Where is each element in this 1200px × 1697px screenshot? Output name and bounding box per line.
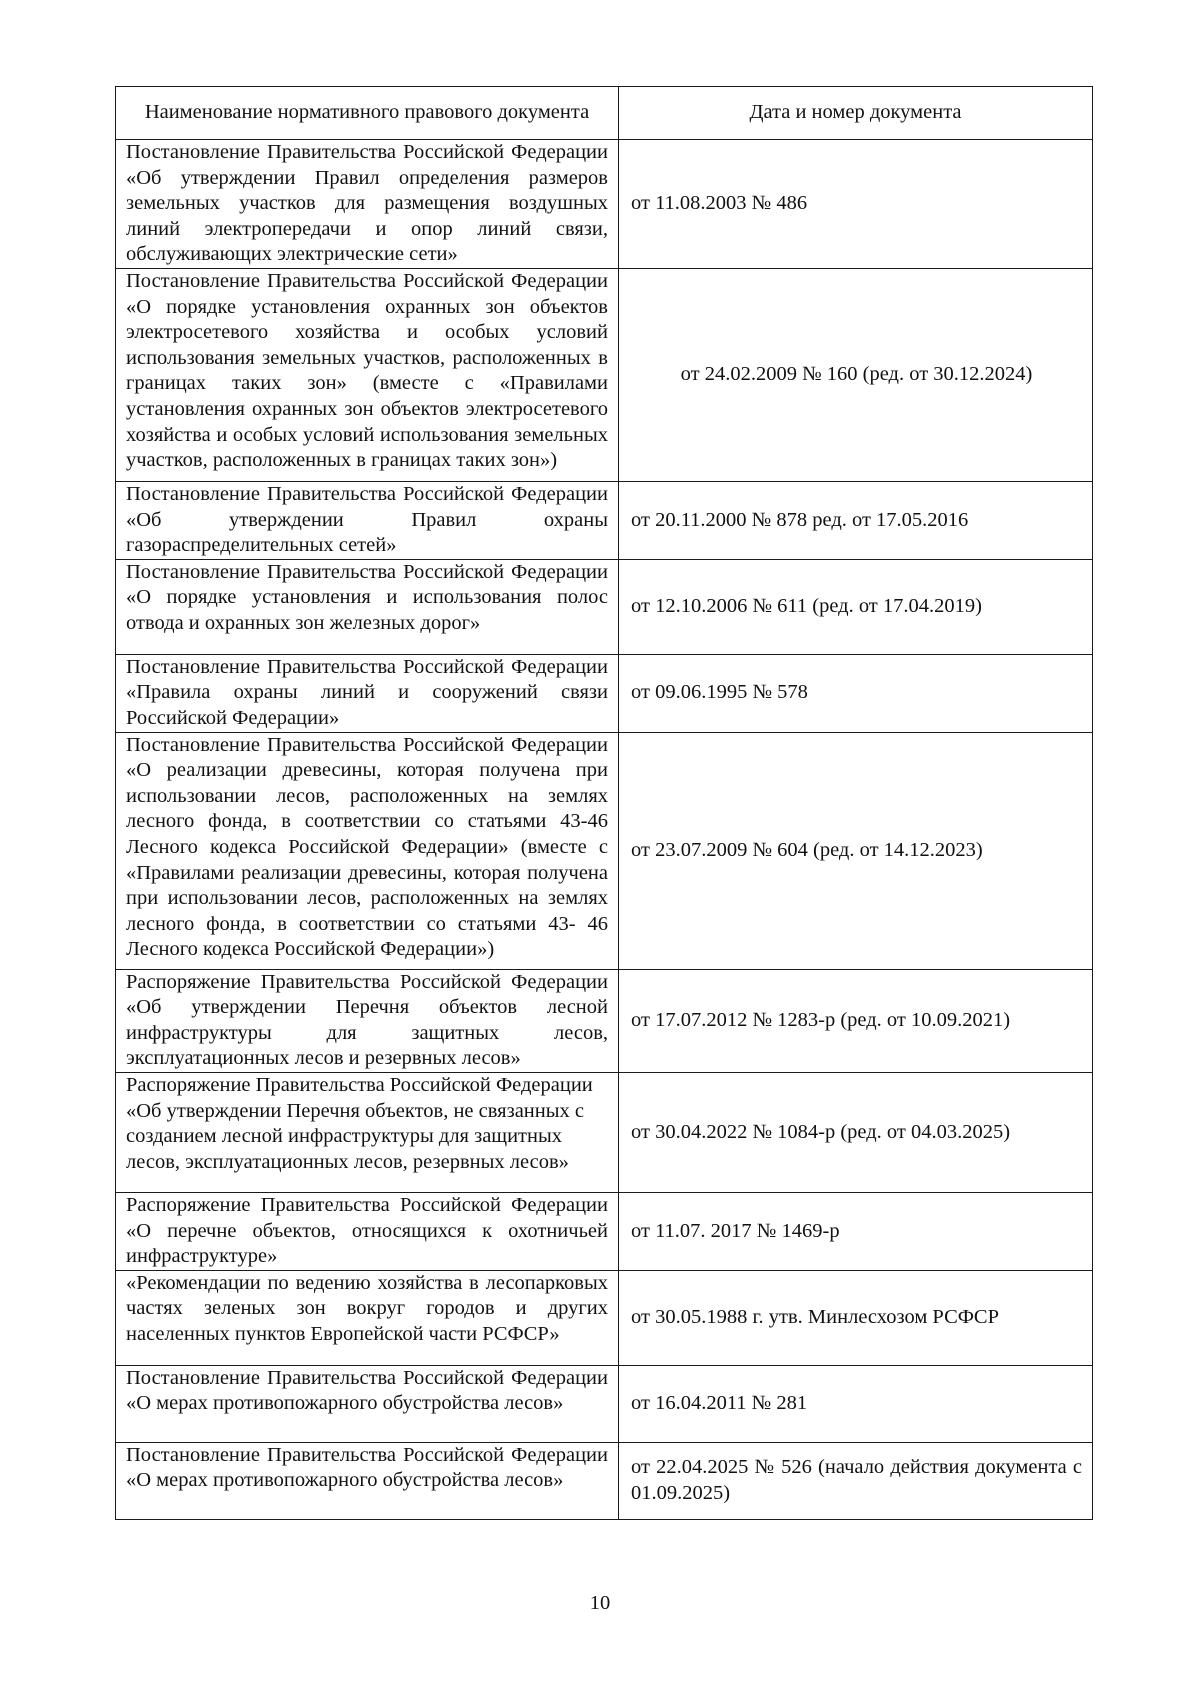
- table-row: [116, 969, 1093, 1072]
- document-name-cell: «Рекомендации по ведению хозяйства в лесопарковых частях зеленых зон вокруг городов и других населенных пунктов Европейской части РСФСР»: [116, 1270, 619, 1365]
- document-name-cell: Постановление Правительства Российской Федерации «Об утверждении Правил определения размеров земельных участков для размещения воздушных линий электропередачи и опор линий связи, обслуживающих электрические сети»: [116, 140, 619, 269]
- table-row: [116, 732, 1093, 969]
- table-row: [116, 654, 1093, 732]
- document-date-cell: от 11.08.2003 № 486: [619, 140, 1093, 269]
- document-name-cell: Постановление Правительства Российской Федерации «О порядке установления и использования полос отвода и охранных зон железных дорог»: [116, 559, 619, 654]
- document-name-cell: Постановление Правительства Российской Федерации «О мерах противопожарного обустройства лесов»: [116, 1442, 619, 1519]
- table-row: [116, 1072, 1093, 1192]
- page-number: 10: [589, 1592, 611, 1614]
- document-date-cell: от 24.02.2009 № 160 (ред. от 30.12.2024): [619, 268, 1093, 481]
- document-name-cell: Постановление Правительства Российской Федерации «О реализации древесины, которая получена при использовании лесов, расположенных на землях лесного фонда, в соответствии со статьями 43-46 Лесного кодекса Российской Федерации» (вместе с «Правилами реализации древесины, которая получена при использовании лесов, расположенных на землях лесного фонда, в соответствии со статьями 43- 46 Лесного кодекса Российской Федерации»): [116, 732, 619, 969]
- header-document-name: Наименование нормативного правового документа: [116, 87, 619, 140]
- table-row: [116, 481, 1093, 559]
- document-date-cell: от 22.04.2025 № 526 (начало действия документа с 01.09.2025): [619, 1442, 1093, 1519]
- document-date-cell: от 23.07.2009 № 604 (ред. от 14.12.2023): [619, 732, 1093, 969]
- document-date-cell: от 17.07.2012 № 1283-р (ред. от 10.09.2021): [619, 969, 1093, 1072]
- document-date-cell: от 30.05.1988 г. утв. Минлесхозом РСФСР: [619, 1270, 1093, 1365]
- table-row: [116, 1192, 1093, 1270]
- table-row: [116, 559, 1093, 654]
- document-name-cell: Постановление Правительства Российской Федерации «Об утверждении Правил охраны газораспределительных сетей»: [116, 481, 619, 559]
- document-date-cell: от 16.04.2011 № 281: [619, 1365, 1093, 1442]
- document-name-cell: Постановление Правительства Российской Федерации «О порядке установления охранных зон объектов электросетевого хозяйства и особых условий использования земельных участков, расположенных в границах таких зон» (вместе с «Правилами установления охранных зон объектов электросетевого хозяйства и особых условий использования земельных участков, расположенных в границах таких зон»): [116, 268, 619, 481]
- table-row: [116, 140, 1093, 269]
- document-name-cell: Распоряжение Правительства Российской Федерации «О перечне объектов, относящихся к охотничьей инфраструктуре»: [116, 1192, 619, 1270]
- document-name-cell: Постановление Правительства Российской Федерации «Правила охраны линий и сооружений связи Российской Федерации»: [116, 654, 619, 732]
- document-date-cell: от 12.10.2006 № 611 (ред. от 17.04.2019): [619, 559, 1093, 654]
- document-date-cell: от 20.11.2000 № 878 ред. от 17.05.2016: [619, 481, 1093, 559]
- document-date-cell: от 11.07. 2017 № 1469-р: [619, 1192, 1093, 1270]
- document-name-cell: Распоряжение Правительства Российской Федерации «Об утверждении Перечня объектов лесной инфраструктуры для защитных лесов, эксплуатационных лесов и резервных лесов»: [116, 969, 619, 1072]
- table-row: [116, 1442, 1093, 1519]
- regulations-table: [115, 86, 1093, 1520]
- table-row: [116, 268, 1093, 481]
- document-date-cell: от 30.04.2022 № 1084-р (ред. от 04.03.2025): [619, 1072, 1093, 1192]
- document-name-cell: Распоряжение Правительства Российской Федерации «Об утверждении Перечня объектов, не связанных с созданием лесной инфраструктуры для защитных лесов, эксплуатационных лесов, резервных лесов»: [116, 1072, 619, 1192]
- header-document-date: Дата и номер документа: [619, 87, 1093, 140]
- table-row: [116, 1365, 1093, 1442]
- table-header-row: [116, 87, 1093, 140]
- document-name-cell: Постановление Правительства Российской Федерации «О мерах противопожарного обустройства лесов»: [116, 1365, 619, 1442]
- table-row: [116, 1270, 1093, 1365]
- document-date-cell: от 09.06.1995 № 578: [619, 654, 1093, 732]
